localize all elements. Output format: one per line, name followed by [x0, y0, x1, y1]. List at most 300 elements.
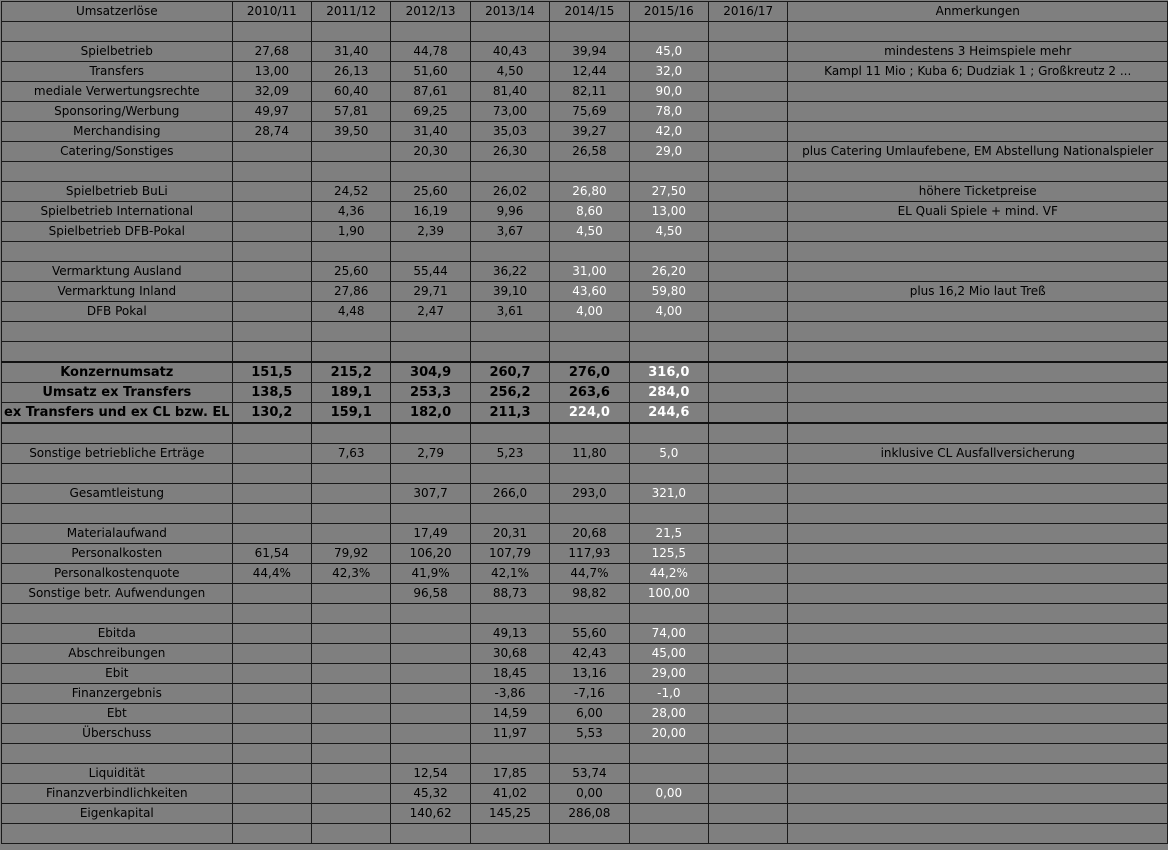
value-cell[interactable]: [232, 644, 311, 664]
value-cell[interactable]: [629, 504, 708, 524]
header-label-cell[interactable]: Umsatzerlöse: [2, 2, 233, 22]
value-cell[interactable]: [709, 744, 788, 764]
note-cell[interactable]: [788, 82, 1168, 102]
note-cell[interactable]: [788, 624, 1168, 644]
value-cell[interactable]: 26,20: [629, 262, 708, 282]
value-cell[interactable]: 18,45: [470, 664, 549, 684]
value-cell[interactable]: [391, 644, 470, 664]
value-cell[interactable]: [312, 142, 391, 162]
value-cell[interactable]: [709, 62, 788, 82]
value-cell[interactable]: [312, 744, 391, 764]
note-cell[interactable]: [788, 824, 1168, 844]
value-cell[interactable]: 256,2: [470, 383, 549, 403]
value-cell[interactable]: 32,09: [232, 82, 311, 102]
value-cell[interactable]: 75,69: [550, 102, 629, 122]
value-cell[interactable]: 140,62: [391, 804, 470, 824]
value-cell[interactable]: 42,0: [629, 122, 708, 142]
value-cell[interactable]: 145,25: [470, 804, 549, 824]
value-cell[interactable]: 8,60: [550, 202, 629, 222]
row-label-cell[interactable]: [2, 22, 233, 42]
value-cell[interactable]: 4,00: [629, 302, 708, 322]
value-cell[interactable]: 2,39: [391, 222, 470, 242]
value-cell[interactable]: 42,1%: [470, 564, 549, 584]
value-cell[interactable]: 45,0: [629, 42, 708, 62]
row-label-cell[interactable]: mediale Verwertungsrechte: [2, 82, 233, 102]
note-cell[interactable]: [788, 403, 1168, 424]
value-cell[interactable]: [709, 182, 788, 202]
value-cell[interactable]: [232, 464, 311, 484]
value-cell[interactable]: [312, 604, 391, 624]
value-cell[interactable]: [709, 724, 788, 744]
value-cell[interactable]: 26,58: [550, 142, 629, 162]
note-cell[interactable]: [788, 584, 1168, 604]
note-cell[interactable]: [788, 484, 1168, 504]
value-cell[interactable]: [312, 584, 391, 604]
value-cell[interactable]: 260,7: [470, 362, 549, 383]
value-cell[interactable]: [709, 102, 788, 122]
value-cell[interactable]: [232, 804, 311, 824]
value-cell[interactable]: 27,50: [629, 182, 708, 202]
value-cell[interactable]: [232, 444, 311, 464]
value-cell[interactable]: [312, 504, 391, 524]
value-cell[interactable]: 16,19: [391, 202, 470, 222]
row-label-cell[interactable]: Transfers: [2, 62, 233, 82]
value-cell[interactable]: 44,78: [391, 42, 470, 62]
row-label-cell[interactable]: Abschreibungen: [2, 644, 233, 664]
value-cell[interactable]: 307,7: [391, 484, 470, 504]
value-cell[interactable]: -3,86: [470, 684, 549, 704]
value-cell[interactable]: 59,80: [629, 282, 708, 302]
value-cell[interactable]: 24,52: [312, 182, 391, 202]
row-label-cell[interactable]: Ebit: [2, 664, 233, 684]
value-cell[interactable]: [312, 624, 391, 644]
value-cell[interactable]: 266,0: [470, 484, 549, 504]
value-cell[interactable]: 61,54: [232, 544, 311, 564]
value-cell[interactable]: [550, 824, 629, 844]
value-cell[interactable]: [232, 242, 311, 262]
value-cell[interactable]: [391, 242, 470, 262]
header-year-cell[interactable]: 2011/12: [312, 2, 391, 22]
value-cell[interactable]: 26,30: [470, 142, 549, 162]
value-cell[interactable]: 25,60: [391, 182, 470, 202]
value-cell[interactable]: 4,36: [312, 202, 391, 222]
value-cell[interactable]: 17,49: [391, 524, 470, 544]
value-cell[interactable]: [232, 764, 311, 784]
value-cell[interactable]: [312, 162, 391, 182]
value-cell[interactable]: [629, 242, 708, 262]
value-cell[interactable]: 3,61: [470, 302, 549, 322]
value-cell[interactable]: -1,0: [629, 684, 708, 704]
note-cell[interactable]: [788, 242, 1168, 262]
value-cell[interactable]: 14,59: [470, 704, 549, 724]
value-cell[interactable]: [232, 624, 311, 644]
value-cell[interactable]: 53,74: [550, 764, 629, 784]
value-cell[interactable]: [629, 824, 708, 844]
note-cell[interactable]: [788, 744, 1168, 764]
value-cell[interactable]: [550, 744, 629, 764]
value-cell[interactable]: 5,53: [550, 724, 629, 744]
value-cell[interactable]: [312, 764, 391, 784]
value-cell[interactable]: [470, 744, 549, 764]
value-cell[interactable]: 12,54: [391, 764, 470, 784]
row-label-cell[interactable]: Überschuss: [2, 724, 233, 744]
header-year-cell[interactable]: 2014/15: [550, 2, 629, 22]
value-cell[interactable]: 32,0: [629, 62, 708, 82]
value-cell[interactable]: [709, 804, 788, 824]
value-cell[interactable]: 45,32: [391, 784, 470, 804]
value-cell[interactable]: [709, 544, 788, 564]
value-cell[interactable]: 215,2: [312, 362, 391, 383]
value-cell[interactable]: 12,44: [550, 62, 629, 82]
value-cell[interactable]: 29,00: [629, 664, 708, 684]
value-cell[interactable]: [312, 824, 391, 844]
value-cell[interactable]: [470, 322, 549, 342]
header-year-cell[interactable]: 2016/17: [709, 2, 788, 22]
row-label-cell[interactable]: [2, 504, 233, 524]
value-cell[interactable]: [629, 342, 708, 363]
value-cell[interactable]: [312, 464, 391, 484]
value-cell[interactable]: [629, 22, 708, 42]
value-cell[interactable]: [232, 22, 311, 42]
value-cell[interactable]: [232, 222, 311, 242]
value-cell[interactable]: 253,3: [391, 383, 470, 403]
value-cell[interactable]: [550, 464, 629, 484]
value-cell[interactable]: [391, 423, 470, 444]
value-cell[interactable]: 3,67: [470, 222, 549, 242]
value-cell[interactable]: [312, 484, 391, 504]
value-cell[interactable]: [709, 624, 788, 644]
value-cell[interactable]: 26,80: [550, 182, 629, 202]
value-cell[interactable]: [391, 704, 470, 724]
note-cell[interactable]: [788, 162, 1168, 182]
value-cell[interactable]: 130,2: [232, 403, 311, 424]
value-cell[interactable]: 30,68: [470, 644, 549, 664]
value-cell[interactable]: [391, 322, 470, 342]
value-cell[interactable]: [232, 162, 311, 182]
row-label-cell[interactable]: Konzernumsatz: [2, 362, 233, 383]
row-label-cell[interactable]: Eigenkapital: [2, 804, 233, 824]
note-cell[interactable]: [788, 544, 1168, 564]
note-cell[interactable]: [788, 704, 1168, 724]
value-cell[interactable]: 276,0: [550, 362, 629, 383]
value-cell[interactable]: 304,9: [391, 362, 470, 383]
value-cell[interactable]: 20,68: [550, 524, 629, 544]
value-cell[interactable]: [709, 242, 788, 262]
value-cell[interactable]: 31,40: [391, 122, 470, 142]
value-cell[interactable]: 244,6: [629, 403, 708, 424]
value-cell[interactable]: 31,00: [550, 262, 629, 282]
value-cell[interactable]: [709, 704, 788, 724]
value-cell[interactable]: [709, 664, 788, 684]
value-cell[interactable]: 4,50: [629, 222, 708, 242]
value-cell[interactable]: [232, 604, 311, 624]
value-cell[interactable]: [232, 262, 311, 282]
value-cell[interactable]: 26,13: [312, 62, 391, 82]
value-cell[interactable]: [470, 604, 549, 624]
value-cell[interactable]: 5,0: [629, 444, 708, 464]
value-cell[interactable]: 55,44: [391, 262, 470, 282]
value-cell[interactable]: [709, 644, 788, 664]
value-cell[interactable]: 42,43: [550, 644, 629, 664]
value-cell[interactable]: [470, 824, 549, 844]
row-label-cell[interactable]: Spielbetrieb DFB-Pokal: [2, 222, 233, 242]
value-cell[interactable]: [232, 282, 311, 302]
note-cell[interactable]: [788, 302, 1168, 322]
value-cell[interactable]: 98,82: [550, 584, 629, 604]
header-year-cell[interactable]: 2010/11: [232, 2, 311, 22]
value-cell[interactable]: 286,08: [550, 804, 629, 824]
note-cell[interactable]: [788, 322, 1168, 342]
value-cell[interactable]: [312, 704, 391, 724]
value-cell[interactable]: 29,71: [391, 282, 470, 302]
value-cell[interactable]: [232, 302, 311, 322]
value-cell[interactable]: 4,50: [550, 222, 629, 242]
value-cell[interactable]: 74,00: [629, 624, 708, 644]
value-cell[interactable]: [709, 122, 788, 142]
row-label-cell[interactable]: Gesamtleistung: [2, 484, 233, 504]
value-cell[interactable]: 39,10: [470, 282, 549, 302]
value-cell[interactable]: [550, 242, 629, 262]
note-cell[interactable]: inklusive CL Ausfallversicherung: [788, 444, 1168, 464]
value-cell[interactable]: [709, 524, 788, 544]
value-cell[interactable]: 45,00: [629, 644, 708, 664]
value-cell[interactable]: 263,6: [550, 383, 629, 403]
value-cell[interactable]: [232, 423, 311, 444]
value-cell[interactable]: 40,43: [470, 42, 549, 62]
row-label-cell[interactable]: Finanzverbindlichkeiten: [2, 784, 233, 804]
row-label-cell[interactable]: Ebt: [2, 704, 233, 724]
value-cell[interactable]: 39,27: [550, 122, 629, 142]
note-cell[interactable]: [788, 684, 1168, 704]
row-label-cell[interactable]: Materialaufwand: [2, 524, 233, 544]
value-cell[interactable]: [470, 22, 549, 42]
value-cell[interactable]: 51,60: [391, 62, 470, 82]
value-cell[interactable]: 26,02: [470, 182, 549, 202]
value-cell[interactable]: [232, 824, 311, 844]
value-cell[interactable]: [391, 624, 470, 644]
value-cell[interactable]: 87,61: [391, 82, 470, 102]
value-cell[interactable]: 41,9%: [391, 564, 470, 584]
value-cell[interactable]: [709, 764, 788, 784]
value-cell[interactable]: [232, 584, 311, 604]
value-cell[interactable]: 4,50: [470, 62, 549, 82]
value-cell[interactable]: 81,40: [470, 82, 549, 102]
header-notes-cell[interactable]: Anmerkungen: [788, 2, 1168, 22]
value-cell[interactable]: 20,31: [470, 524, 549, 544]
value-cell[interactable]: [550, 604, 629, 624]
value-cell[interactable]: 2,47: [391, 302, 470, 322]
row-label-cell[interactable]: Personalkosten: [2, 544, 233, 564]
row-label-cell[interactable]: [2, 423, 233, 444]
note-cell[interactable]: [788, 222, 1168, 242]
value-cell[interactable]: [709, 784, 788, 804]
value-cell[interactable]: [629, 604, 708, 624]
value-cell[interactable]: 107,79: [470, 544, 549, 564]
note-cell[interactable]: [788, 764, 1168, 784]
value-cell[interactable]: -7,16: [550, 684, 629, 704]
row-label-cell[interactable]: Liquidität: [2, 764, 233, 784]
value-cell[interactable]: [391, 604, 470, 624]
value-cell[interactable]: [709, 604, 788, 624]
value-cell[interactable]: 1,90: [312, 222, 391, 242]
value-cell[interactable]: 36,22: [470, 262, 549, 282]
value-cell[interactable]: 27,68: [232, 42, 311, 62]
value-cell[interactable]: [709, 322, 788, 342]
value-cell[interactable]: [709, 22, 788, 42]
row-label-cell[interactable]: [2, 162, 233, 182]
note-cell[interactable]: [788, 22, 1168, 42]
note-cell[interactable]: mindestens 3 Heimspiele mehr: [788, 42, 1168, 62]
value-cell[interactable]: [550, 504, 629, 524]
value-cell[interactable]: [709, 504, 788, 524]
value-cell[interactable]: 55,60: [550, 624, 629, 644]
value-cell[interactable]: [709, 282, 788, 302]
row-label-cell[interactable]: [2, 604, 233, 624]
value-cell[interactable]: 21,5: [629, 524, 708, 544]
value-cell[interactable]: [709, 383, 788, 403]
value-cell[interactable]: [232, 182, 311, 202]
note-cell[interactable]: [788, 342, 1168, 363]
row-label-cell[interactable]: Umsatz ex Transfers: [2, 383, 233, 403]
value-cell[interactable]: [232, 142, 311, 162]
value-cell[interactable]: [629, 764, 708, 784]
value-cell[interactable]: 49,97: [232, 102, 311, 122]
value-cell[interactable]: [709, 302, 788, 322]
row-label-cell[interactable]: [2, 824, 233, 844]
value-cell[interactable]: 316,0: [629, 362, 708, 383]
value-cell[interactable]: [232, 342, 311, 363]
value-cell[interactable]: 88,73: [470, 584, 549, 604]
value-cell[interactable]: [391, 664, 470, 684]
value-cell[interactable]: [550, 322, 629, 342]
value-cell[interactable]: [391, 464, 470, 484]
value-cell[interactable]: 189,1: [312, 383, 391, 403]
value-cell[interactable]: [709, 262, 788, 282]
value-cell[interactable]: [470, 504, 549, 524]
value-cell[interactable]: 11,80: [550, 444, 629, 464]
value-cell[interactable]: [312, 684, 391, 704]
value-cell[interactable]: [312, 342, 391, 363]
value-cell[interactable]: 43,60: [550, 282, 629, 302]
value-cell[interactable]: [709, 202, 788, 222]
value-cell[interactable]: 4,00: [550, 302, 629, 322]
value-cell[interactable]: 125,5: [629, 544, 708, 564]
value-cell[interactable]: [550, 423, 629, 444]
value-cell[interactable]: [709, 564, 788, 584]
row-label-cell[interactable]: Sonstige betr. Aufwendungen: [2, 584, 233, 604]
value-cell[interactable]: 29,0: [629, 142, 708, 162]
value-cell[interactable]: 44,7%: [550, 564, 629, 584]
note-cell[interactable]: [788, 423, 1168, 444]
value-cell[interactable]: 79,92: [312, 544, 391, 564]
note-cell[interactable]: [788, 122, 1168, 142]
row-label-cell[interactable]: [2, 242, 233, 262]
header-year-cell[interactable]: 2013/14: [470, 2, 549, 22]
value-cell[interactable]: [312, 322, 391, 342]
row-label-cell[interactable]: Catering/Sonstiges: [2, 142, 233, 162]
value-cell[interactable]: 182,0: [391, 403, 470, 424]
row-label-cell[interactable]: [2, 744, 233, 764]
row-label-cell[interactable]: Spielbetrieb BuLi: [2, 182, 233, 202]
note-cell[interactable]: [788, 464, 1168, 484]
row-label-cell[interactable]: Sonstige betriebliche Erträge: [2, 444, 233, 464]
value-cell[interactable]: [312, 22, 391, 42]
value-cell[interactable]: [550, 22, 629, 42]
value-cell[interactable]: [312, 524, 391, 544]
value-cell[interactable]: 49,13: [470, 624, 549, 644]
value-cell[interactable]: [709, 824, 788, 844]
value-cell[interactable]: 284,0: [629, 383, 708, 403]
row-label-cell[interactable]: Ebitda: [2, 624, 233, 644]
value-cell[interactable]: 44,4%: [232, 564, 311, 584]
value-cell[interactable]: [232, 664, 311, 684]
value-cell[interactable]: [709, 142, 788, 162]
row-label-cell[interactable]: Sponsoring/Werbung: [2, 102, 233, 122]
value-cell[interactable]: [709, 584, 788, 604]
value-cell[interactable]: [232, 322, 311, 342]
value-cell[interactable]: 90,0: [629, 82, 708, 102]
value-cell[interactable]: [709, 423, 788, 444]
note-cell[interactable]: [788, 604, 1168, 624]
value-cell[interactable]: 27,86: [312, 282, 391, 302]
row-label-cell[interactable]: Spielbetrieb: [2, 42, 233, 62]
value-cell[interactable]: 9,96: [470, 202, 549, 222]
note-cell[interactable]: [788, 644, 1168, 664]
value-cell[interactable]: 60,40: [312, 82, 391, 102]
value-cell[interactable]: 5,23: [470, 444, 549, 464]
value-cell[interactable]: [629, 162, 708, 182]
note-cell[interactable]: [788, 784, 1168, 804]
value-cell[interactable]: 73,00: [470, 102, 549, 122]
note-cell[interactable]: [788, 524, 1168, 544]
value-cell[interactable]: [232, 504, 311, 524]
value-cell[interactable]: [312, 664, 391, 684]
value-cell[interactable]: [709, 362, 788, 383]
value-cell[interactable]: [709, 222, 788, 242]
value-cell[interactable]: [709, 684, 788, 704]
value-cell[interactable]: 96,58: [391, 584, 470, 604]
row-label-cell[interactable]: Finanzergebnis: [2, 684, 233, 704]
note-cell[interactable]: [788, 504, 1168, 524]
value-cell[interactable]: [629, 423, 708, 444]
row-label-cell[interactable]: [2, 342, 233, 363]
value-cell[interactable]: 7,63: [312, 444, 391, 464]
row-label-cell[interactable]: Merchandising: [2, 122, 233, 142]
value-cell[interactable]: [312, 724, 391, 744]
row-label-cell[interactable]: Vermarktung Inland: [2, 282, 233, 302]
value-cell[interactable]: [391, 824, 470, 844]
note-cell[interactable]: plus Catering Umlaufebene, EM Abstellung Nationalspieler: [788, 142, 1168, 162]
header-year-cell[interactable]: 2015/16: [629, 2, 708, 22]
value-cell[interactable]: [232, 704, 311, 724]
value-cell[interactable]: 0,00: [550, 784, 629, 804]
value-cell[interactable]: [391, 22, 470, 42]
value-cell[interactable]: 57,81: [312, 102, 391, 122]
note-cell[interactable]: [788, 664, 1168, 684]
value-cell[interactable]: [312, 804, 391, 824]
value-cell[interactable]: 4,48: [312, 302, 391, 322]
value-cell[interactable]: 42,3%: [312, 564, 391, 584]
note-cell[interactable]: plus 16,2 Mio laut Treß: [788, 282, 1168, 302]
value-cell[interactable]: 69,25: [391, 102, 470, 122]
value-cell[interactable]: [709, 484, 788, 504]
value-cell[interactable]: [629, 744, 708, 764]
note-cell[interactable]: [788, 102, 1168, 122]
value-cell[interactable]: [232, 784, 311, 804]
value-cell[interactable]: 20,00: [629, 724, 708, 744]
value-cell[interactable]: [709, 342, 788, 363]
value-cell[interactable]: [391, 744, 470, 764]
